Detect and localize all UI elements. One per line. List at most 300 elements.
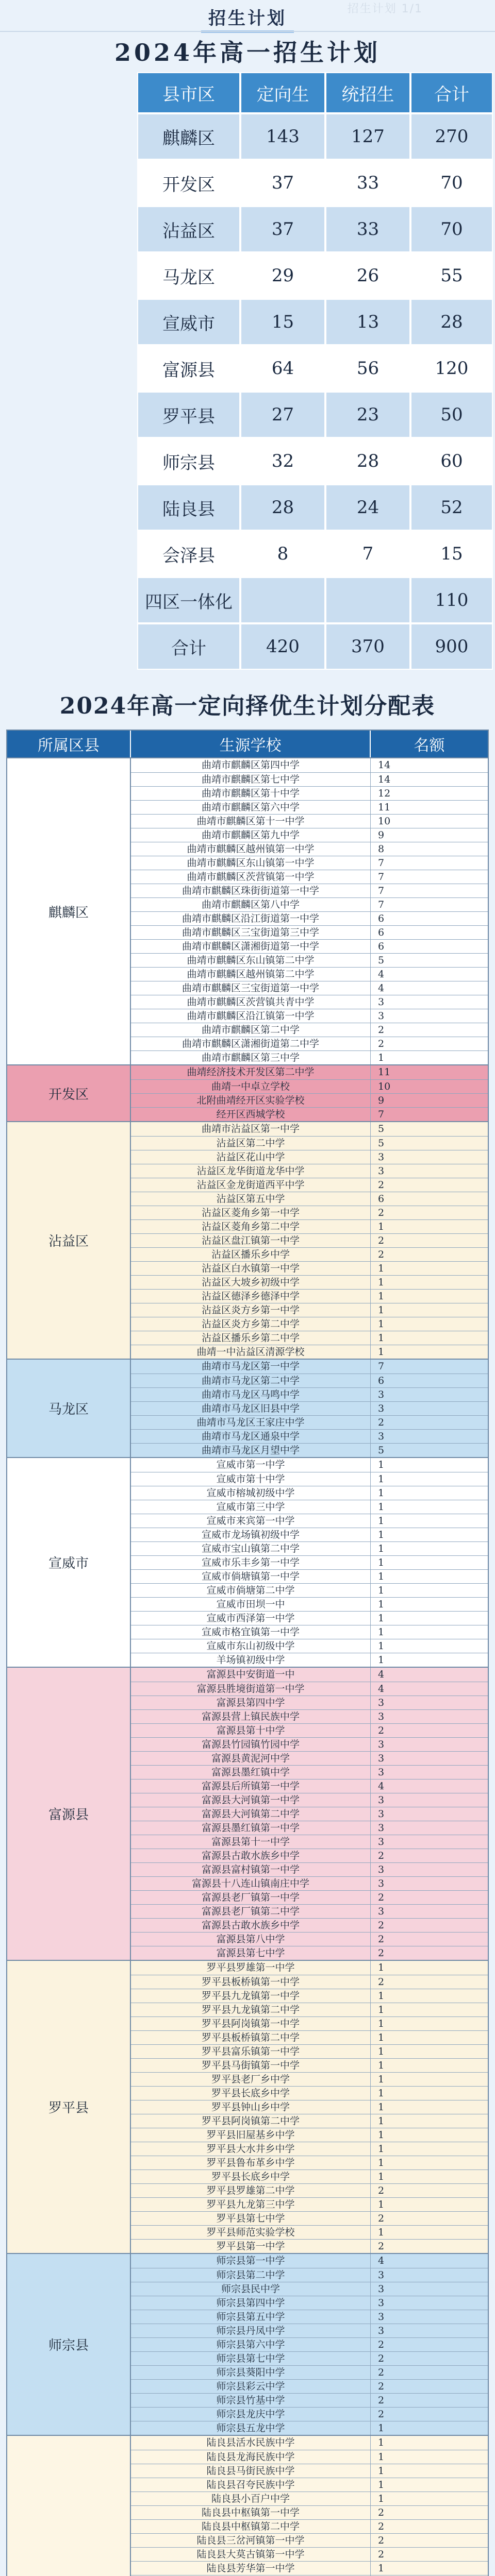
school-name: 宣威市第十中学: [131, 1472, 371, 1486]
school-quota: 1: [378, 2493, 385, 2504]
school-quota: 1: [378, 2422, 385, 2434]
school-name: 曲靖市麒麟区三宝街道第一中学: [131, 981, 371, 995]
summary-row: [137, 252, 493, 299]
school-name: 曲靖市沾益区第一中学: [131, 1122, 371, 1136]
school-quota: 4: [378, 969, 385, 980]
summary-row: [137, 160, 493, 206]
school-name: 师宗县丹凤中学: [131, 2324, 371, 2337]
school-row: [131, 1164, 488, 1178]
school-name: 陆良县小百户中学: [131, 2492, 371, 2505]
school-row: [131, 2379, 488, 2393]
school-quota: 4: [378, 1669, 385, 1680]
school-quota: 1: [378, 1529, 385, 1540]
school-name: 沾益区第二中学: [131, 1137, 371, 1150]
school-quota: 3: [378, 1794, 385, 1806]
school-name: 陆良县中枢镇第一中学: [131, 2506, 371, 2519]
school-row: [131, 967, 488, 981]
school-quota: 3: [378, 1151, 385, 1163]
school-quota: 1: [378, 1304, 385, 1316]
summary-row: [137, 577, 493, 623]
school-quota: 4: [378, 1781, 385, 1792]
district-group: [7, 757, 488, 1064]
school-row: [131, 1904, 488, 1918]
summary-cell-general: 26: [325, 252, 410, 299]
district-group: [7, 2253, 488, 2435]
summary-cell-total: 900: [410, 623, 493, 670]
school-name: 罗平县大水井乡中学: [131, 2142, 371, 2156]
school-row: [131, 1219, 488, 1233]
school-name: 曲靖市麒麟区沿江街道第一中学: [131, 912, 371, 925]
school-name: 师宗县第五中学: [131, 2310, 371, 2324]
school-name: 罗平县九龙镇第一中学: [131, 1989, 371, 2003]
school-quota: 7: [378, 871, 385, 883]
summary-cell-directed: 28: [240, 484, 325, 531]
school-row: [131, 2505, 488, 2519]
school-quota: 2: [378, 1179, 385, 1191]
school-quota: 1: [378, 2157, 385, 2168]
summary-cell-total: 60: [410, 438, 493, 484]
school-row: [131, 2436, 488, 2450]
header-divider: [0, 31, 495, 32]
school-row: [131, 1625, 488, 1639]
allocation-title: 2024年高一定向择优生计划分配表: [59, 693, 436, 719]
district-rows: [131, 1122, 488, 1359]
summary-cell-general: 33: [325, 160, 410, 206]
school-quota: 3: [378, 1808, 385, 1820]
school-quota: 5: [378, 1445, 385, 1456]
school-quota: 3: [378, 1767, 385, 1778]
school-quota: 3: [378, 1431, 385, 1442]
school-row: [131, 2086, 488, 2100]
school-row: [131, 1472, 488, 1486]
district-group: [7, 1667, 488, 1960]
school-quota: 3: [378, 1739, 385, 1750]
school-name: 罗平县鲁布革乡中学: [131, 2156, 371, 2170]
school-name: 罗平县马街镇第一中学: [131, 2059, 371, 2072]
school-name: 富源县后所镇第一中学: [131, 1780, 371, 1793]
summary-title: 2024年高一招生计划: [114, 39, 381, 66]
school-quota: 1: [378, 1263, 385, 1274]
school-row: [131, 2170, 488, 2183]
school-row: [131, 1275, 488, 1289]
summary-cell-directed: 37: [240, 206, 325, 252]
district-name: 罗平县: [7, 1961, 131, 2253]
school-row: [131, 1723, 488, 1737]
school-name: 沾益区盘江镇第一中学: [131, 1234, 371, 1247]
school-row: [131, 2478, 488, 2492]
summary-cell-directed: 37: [240, 160, 325, 206]
school-name: 沾益区炎方乡第一中学: [131, 1303, 371, 1317]
school-quota: 3: [378, 1864, 385, 1875]
school-name: 曲靖市马龙区旧县中学: [131, 1402, 371, 1415]
header-title: 招生计划: [201, 3, 294, 33]
school-row: [131, 1009, 488, 1023]
summary-cell-total: 70: [410, 160, 493, 206]
school-quota: 3: [378, 1165, 385, 1177]
summary-cell-directed: 27: [240, 392, 325, 438]
school-quota: 5: [378, 1123, 385, 1134]
school-name: 陆良县龙海民族中学: [131, 2450, 371, 2464]
school-row: [131, 2519, 488, 2533]
summary-cell-directed: [240, 577, 325, 623]
summary-cell-total: 120: [410, 345, 493, 392]
summary-cell-total: 28: [410, 299, 493, 345]
school-row: [131, 1261, 488, 1275]
school-row: [131, 2211, 488, 2225]
school-row: [131, 2044, 488, 2058]
school-row: [131, 2421, 488, 2435]
school-name: 富源县十八连山镇南庄中学: [131, 1877, 371, 1890]
summary-cell-district: 沾益区: [137, 206, 240, 252]
school-name: 曲靖市马龙区月望中学: [131, 1444, 371, 1457]
district-rows: [131, 1360, 488, 1457]
school-row: [131, 2365, 488, 2379]
school-name: 富源县古敢水族乡中学: [131, 1849, 371, 1862]
school-quota: 3: [378, 1711, 385, 1722]
school-row: [131, 2351, 488, 2365]
school-quota: 10: [378, 1081, 391, 1092]
school-name: 宣威市西泽第一中学: [131, 1612, 371, 1625]
school-row: [131, 1779, 488, 1793]
school-name: 师宗县民中学: [131, 2282, 371, 2296]
school-quota: 1: [378, 2451, 385, 2463]
school-name: 陆良县马街民族中学: [131, 2464, 371, 2478]
school-row: [131, 925, 488, 939]
school-quota: 3: [378, 1822, 385, 1834]
school-quota: 1: [378, 2115, 385, 2127]
school-name: 曲靖市麒麟区三宝街道第三中学: [131, 926, 371, 939]
school-name: 陆良县大莫古镇第一中学: [131, 2548, 371, 2561]
school-name: 经开区西城学校: [131, 1108, 371, 1121]
school-name: 罗平县旧屋基乡中学: [131, 2128, 371, 2142]
school-quota: 2: [378, 1850, 385, 1861]
school-name: 曲靖市麒麟区潇湘街道第二中学: [131, 1037, 371, 1050]
school-row: [131, 1079, 488, 1093]
school-row: [131, 1611, 488, 1625]
school-quota: 1: [378, 2018, 385, 2029]
school-quota: 1: [378, 1332, 385, 1344]
school-row: [131, 1918, 488, 1932]
district-rows: [131, 758, 488, 1064]
school-name: 沾益区菱角乡第一中学: [131, 1206, 371, 1219]
school-quota: 2: [378, 1892, 385, 1903]
school-name: 宣威市田坝一中: [131, 1598, 371, 1611]
school-row: [131, 1555, 488, 1569]
school-row: [131, 1890, 488, 1904]
school-row: [131, 2407, 488, 2421]
school-row: [131, 1037, 488, 1050]
summary-cell-district: 富源县: [137, 345, 240, 392]
school-quota: 1: [378, 1571, 385, 1582]
school-row: [131, 870, 488, 884]
school-name: 曲靖市麒麟区茨营镇第一中学: [131, 870, 371, 884]
school-row: [131, 2142, 488, 2156]
school-row: [131, 786, 488, 800]
school-name: 宣威市倘塘第二中学: [131, 1584, 371, 1597]
school-row: [131, 1331, 488, 1345]
school-name: 宣威市东山初级中学: [131, 1639, 371, 1653]
school-quota: 3: [378, 996, 385, 1008]
school-name: 曲靖市麒麟区东山镇第一中学: [131, 856, 371, 870]
school-row: [131, 1122, 488, 1136]
school-name: 曲靖经济技术开发区第二中学: [131, 1065, 371, 1079]
school-row: [131, 1821, 488, 1835]
school-name: 曲靖市麒麟区第六中学: [131, 801, 371, 814]
school-name: 富源县营上镇民族中学: [131, 1710, 371, 1723]
school-quota: 1: [378, 1962, 385, 1973]
school-name: 沾益区播乐乡第二中学: [131, 1331, 371, 1345]
school-name: 宣威市倘塘镇第一中学: [131, 1570, 371, 1583]
district-group: [7, 1960, 488, 2253]
school-quota: 1: [378, 1221, 385, 1232]
allocation-col-district: 所属区县: [7, 731, 131, 757]
school-name: 罗平县第一中学: [131, 2240, 371, 2253]
school-quota: 3: [378, 2297, 385, 2309]
school-row: [131, 1233, 488, 1247]
school-quota: 1: [378, 1318, 385, 1330]
school-name: 沾益区龙华街道龙华中学: [131, 1164, 371, 1178]
school-quota: 1: [378, 1654, 385, 1666]
school-quota: 2: [378, 2185, 385, 2196]
school-row: [131, 2072, 488, 2086]
school-row: [131, 2254, 488, 2268]
school-quota: 4: [378, 982, 385, 994]
school-name: 曲靖市麒麟区第十中学: [131, 787, 371, 800]
school-name: 曲靖一中沾益区清源学校: [131, 1345, 371, 1359]
allocation-col-quota: 名额: [414, 737, 445, 755]
district-group: [7, 1457, 488, 1667]
school-row: [131, 2225, 488, 2239]
school-row: [131, 1653, 488, 1667]
school-row: [131, 1514, 488, 1528]
school-name: 宣威市榕城初级中学: [131, 1486, 371, 1500]
school-name: 曲靖市麒麟区第八中学: [131, 898, 371, 911]
summary-cell-total: 52: [410, 484, 493, 531]
school-name: 富源县第八中学: [131, 1933, 371, 1946]
school-name: 富源县竹园镇竹园中学: [131, 1738, 371, 1751]
school-name: 宣威市龙场镇初级中学: [131, 1528, 371, 1541]
school-quota: 7: [378, 899, 385, 910]
school-row: [131, 772, 488, 786]
school-name: 曲靖市麒麟区第九中学: [131, 828, 371, 842]
school-name: 师宗县第六中学: [131, 2338, 371, 2351]
school-name: 沾益区德泽乡德泽中学: [131, 1290, 371, 1303]
school-quota: 1: [378, 2046, 385, 2057]
school-row: [131, 800, 488, 814]
school-name: 曲靖市麒麟区第二中学: [131, 1023, 371, 1037]
school-name: 沾益区播乐乡中学: [131, 1248, 371, 1261]
school-name: 富源县黄泥河中学: [131, 1752, 371, 1765]
school-row: [131, 2128, 488, 2142]
district-rows: [131, 1458, 488, 1667]
school-quota: 12: [378, 788, 391, 799]
district-rows: [131, 1668, 488, 1960]
school-quota: 3: [378, 1906, 385, 1917]
school-quota: 2: [378, 1934, 385, 1945]
school-row: [131, 2003, 488, 2016]
school-quota: 2: [378, 2521, 385, 2532]
school-quota: 7: [378, 1361, 385, 1372]
school-quota: 4: [378, 1683, 385, 1694]
school-quota: 3: [378, 1753, 385, 1764]
school-row: [131, 1050, 488, 1064]
summary-cell-directed: 8: [240, 531, 325, 577]
school-name: 罗平县钟山乡中学: [131, 2100, 371, 2114]
summary-header-row: [137, 72, 493, 113]
district-rows: [131, 2254, 488, 2435]
school-quota: 2: [378, 2353, 385, 2364]
school-row: [131, 1807, 488, 1821]
school-quota: 1: [378, 1291, 385, 1302]
school-row: [131, 1429, 488, 1443]
school-row: [131, 1374, 488, 1387]
school-quota: 1: [378, 1585, 385, 1596]
school-row: [131, 1793, 488, 1807]
school-row: [131, 2268, 488, 2282]
school-name: 富源县墨红镇第一中学: [131, 1821, 371, 1835]
school-row: [131, 1835, 488, 1849]
school-row: [131, 1989, 488, 2003]
school-row: [131, 1751, 488, 1765]
school-row: [131, 814, 488, 828]
school-row: [131, 1023, 488, 1037]
summary-row: [137, 113, 493, 160]
school-row: [131, 981, 488, 995]
school-name: 富源县中安街道一中: [131, 1668, 371, 1682]
summary-col-district: 县市区: [137, 72, 240, 113]
summary-cell-general: 56: [325, 345, 410, 392]
summary-col-general: 统招生: [325, 72, 410, 113]
school-quota: 2: [378, 2381, 385, 2392]
school-name: 曲靖一中卓立学校: [131, 1080, 371, 1093]
school-name: 罗平县九龙镇第二中学: [131, 2003, 371, 2016]
district-name: [7, 2436, 131, 2576]
school-row: [131, 953, 488, 967]
school-quota: 1: [378, 1543, 385, 1554]
school-name: 沾益区炎方乡第二中学: [131, 1317, 371, 1331]
school-row: [131, 1178, 488, 1192]
school-name: 曲靖市马龙区王家庄中学: [131, 1416, 371, 1429]
school-name: 宣威市来宾第一中学: [131, 1514, 371, 1528]
school-name: 沾益区第五中学: [131, 1192, 371, 1206]
school-row: [131, 2492, 488, 2505]
school-quota: 3: [378, 2311, 385, 2323]
school-row: [131, 2464, 488, 2478]
school-row: [131, 856, 488, 870]
school-row: [131, 1401, 488, 1415]
school-row: [131, 2100, 488, 2114]
school-name: 陆良县三岔河镇第一中学: [131, 2534, 371, 2547]
school-name: 曲靖市麒麟区越州镇第一中学: [131, 842, 371, 856]
school-quota: 3: [378, 1836, 385, 1848]
summary-cell-total: 15: [410, 531, 493, 577]
school-quota: 3: [378, 1010, 385, 1022]
school-quota: 2: [378, 1976, 385, 1988]
school-quota: 2: [378, 1038, 385, 1049]
school-quota: 1: [378, 2088, 385, 2099]
school-name: 曲靖市麒麟区东山镇第二中学: [131, 954, 371, 967]
school-row: [131, 828, 488, 842]
allocation-body: [7, 757, 488, 2576]
school-quota: 1: [378, 1990, 385, 2002]
allocation-header-row: [7, 731, 488, 757]
school-row: [131, 1150, 488, 1164]
summary-cell-total: 70: [410, 206, 493, 252]
school-name: 曲靖市马龙区第一中学: [131, 1360, 371, 1374]
header: [0, 0, 495, 33]
school-quota: 1: [378, 2199, 385, 2210]
district-group: [7, 1359, 488, 1457]
school-row: [131, 1709, 488, 1723]
summary-row: [137, 438, 493, 484]
school-name: 羊场镇初级中学: [131, 1653, 371, 1667]
summary-row: [137, 484, 493, 531]
school-quota: 2: [378, 1249, 385, 1260]
school-quota: 1: [378, 1052, 385, 1063]
district-name: 沾益区: [7, 1122, 131, 1359]
school-quota: 2: [378, 1417, 385, 1428]
school-name: 宣威市乐丰乡第一中学: [131, 1556, 371, 1569]
school-quota: 3: [378, 1878, 385, 1889]
school-name: 罗平县老厂乡中学: [131, 2073, 371, 2086]
school-row: [131, 1849, 488, 1862]
school-name: 陆良县活水民族中学: [131, 2436, 371, 2450]
school-row: [131, 1639, 488, 1653]
school-quota: 2: [378, 2241, 385, 2252]
school-name: 曲靖市麒麟区第三中学: [131, 1051, 371, 1064]
school-name: 罗平县板桥镇第一中学: [131, 1975, 371, 1989]
school-name: 罗平县罗雄第一中学: [131, 1961, 371, 1975]
school-quota: 1: [378, 2032, 385, 2043]
school-quota: 14: [378, 759, 391, 771]
school-quota: 2: [378, 2535, 385, 2546]
school-name: 富源县第四中学: [131, 1696, 371, 1709]
summary-cell-district: 四区一体化: [137, 577, 240, 623]
summary-row: [137, 392, 493, 438]
school-quota: 1: [378, 1501, 385, 1513]
school-quota: 1: [378, 2563, 385, 2574]
summary-cell-directed: 64: [240, 345, 325, 392]
summary-table: [137, 72, 493, 670]
school-name: 罗平县罗雄第二中学: [131, 2184, 371, 2197]
school-name: 富源县富村镇第一中学: [131, 1863, 371, 1876]
school-quota: 1: [378, 2479, 385, 2490]
school-name: 师宗县第一中学: [131, 2254, 371, 2268]
school-quota: 1: [378, 1487, 385, 1499]
school-quota: 1: [378, 2227, 385, 2238]
school-quota: 1: [378, 1515, 385, 1527]
summary-cell-district: 师宗县: [137, 438, 240, 484]
school-quota: 1: [378, 2129, 385, 2141]
school-row: [131, 1737, 488, 1751]
school-quota: 1: [378, 2437, 385, 2448]
school-name: 罗平县九龙第三中学: [131, 2198, 371, 2211]
school-row: [131, 1500, 488, 1514]
school-row: [131, 1486, 488, 1500]
district-rows: [131, 2436, 488, 2576]
school-name: 罗平县板桥镇第二中学: [131, 2031, 371, 2044]
school-row: [131, 2058, 488, 2072]
school-quota: 2: [378, 1725, 385, 1736]
summary-cell-district: 麒麟区: [137, 113, 240, 160]
school-name: 师宗县第四中学: [131, 2296, 371, 2310]
district-name: 麒麟区: [7, 758, 131, 1064]
school-row: [131, 1206, 488, 1219]
school-quota: 9: [378, 1095, 385, 1106]
school-quota: 2: [378, 1235, 385, 1246]
school-row: [131, 758, 488, 772]
summary-cell-general: 24: [325, 484, 410, 531]
